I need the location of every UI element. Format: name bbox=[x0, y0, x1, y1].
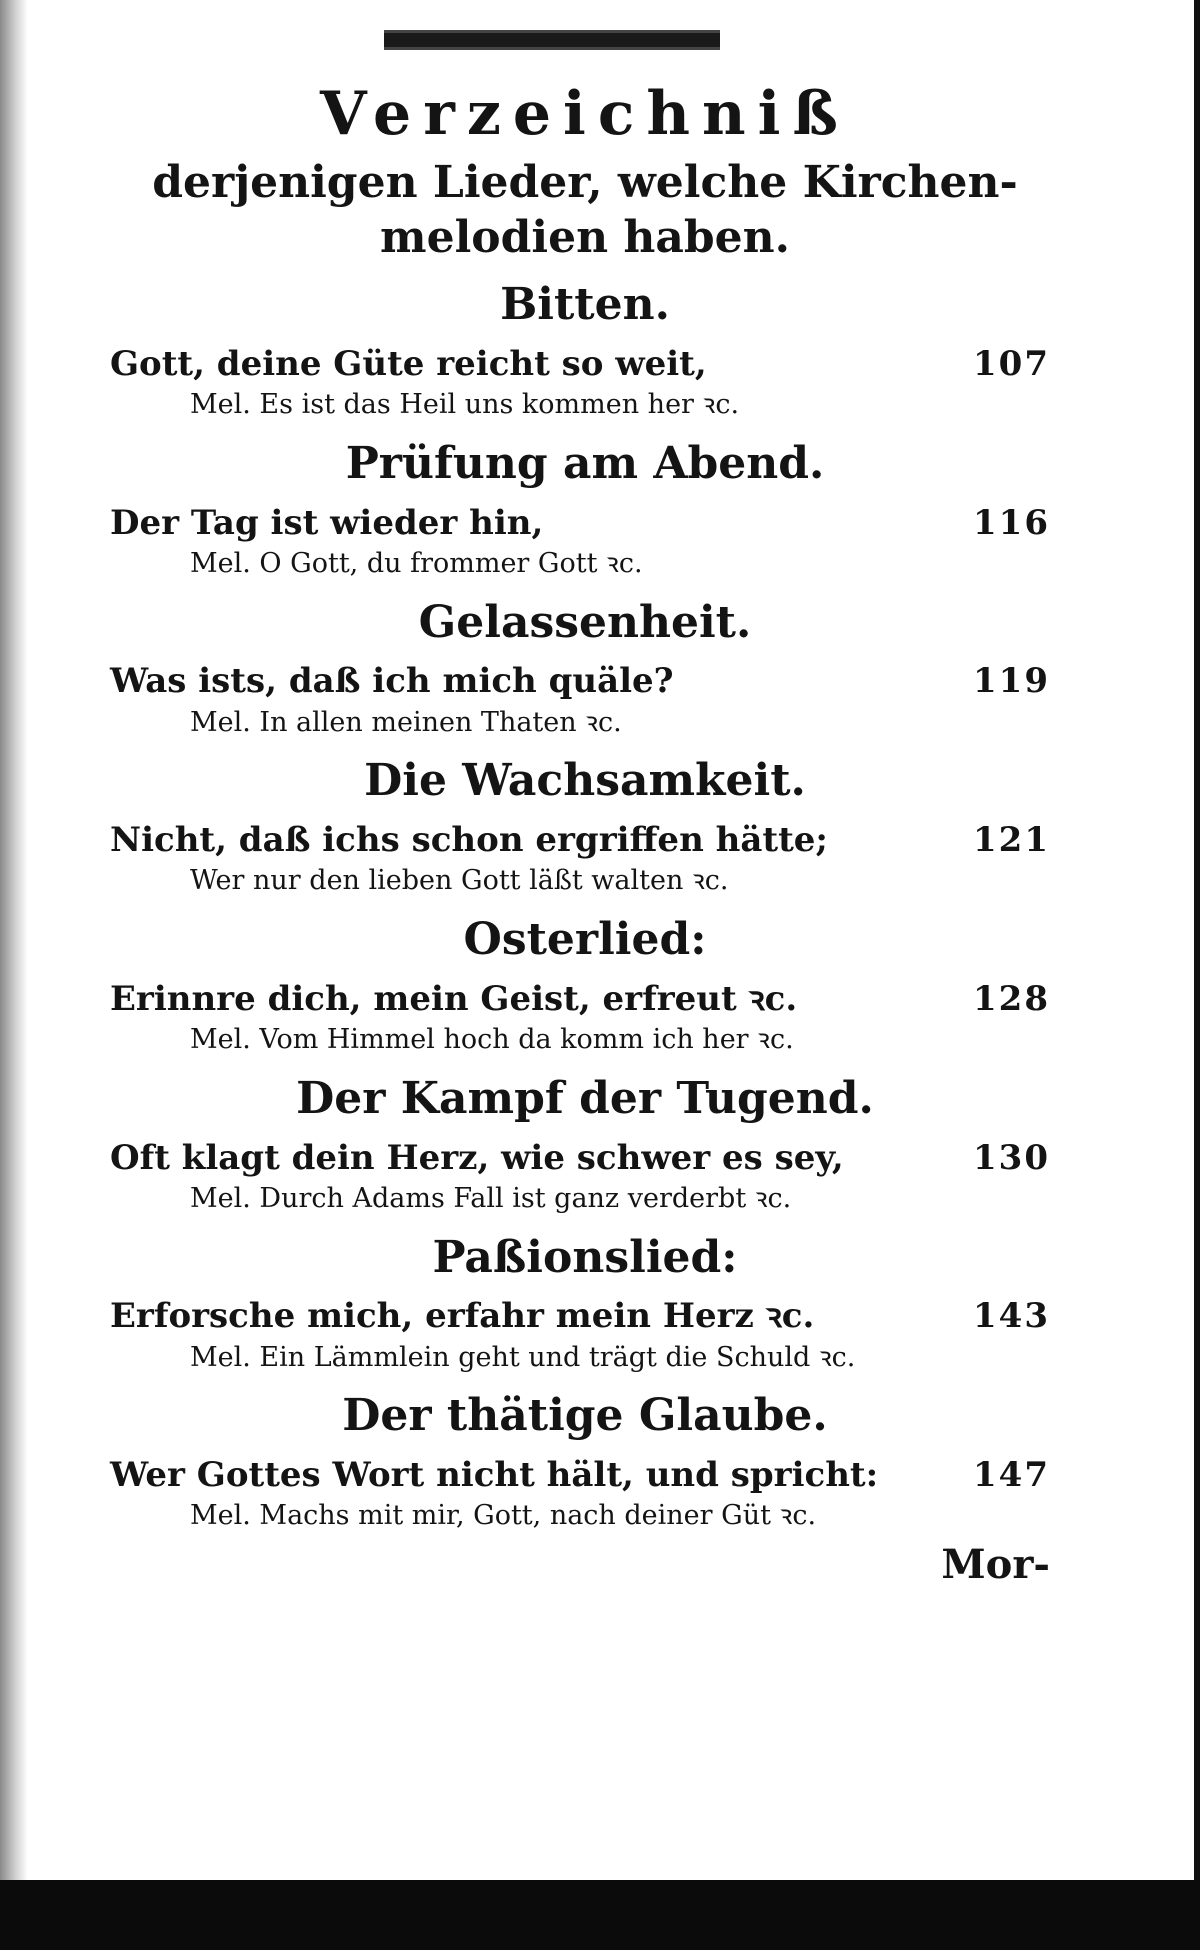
hymn-entry bbox=[110, 818, 1060, 862]
melody-line: Mel. Es ist das Heil uns kommen her ꝛc. bbox=[190, 388, 740, 420]
section-kampf-der-tugend bbox=[110, 1073, 1060, 1218]
melody-line: Mel. O Gott, du frommer Gott ꝛc. bbox=[190, 547, 643, 579]
hymn-entry bbox=[110, 1294, 1060, 1338]
section-heading: Der Kampf der Tugend. bbox=[296, 1072, 874, 1124]
page-number: 130 bbox=[973, 1137, 1050, 1178]
section-gelassenheit bbox=[110, 597, 1060, 742]
hymn-first-line: Oft klagt dein Herz, wie schwer es sey, bbox=[110, 1137, 844, 1178]
section-heading: Bitten. bbox=[500, 279, 670, 330]
hymn-entry bbox=[110, 977, 1060, 1021]
page-number: 147 bbox=[973, 1455, 1050, 1496]
melody-line: Mel. In allen meinen Thaten ꝛc. bbox=[190, 706, 622, 738]
page-right-edge bbox=[1194, 0, 1200, 1950]
melody-line: Wer nur den lieben Gott läßt walten ꝛc. bbox=[190, 865, 729, 897]
hymn-first-line: Was ists, daß ich mich quäle? bbox=[110, 661, 674, 702]
hymn-entry bbox=[110, 501, 1060, 545]
page-title: Verzeichniß bbox=[319, 79, 851, 149]
hymn-first-line: Erinnre dich, mein Geist, erfreut ꝛc. bbox=[110, 978, 798, 1019]
catchword: Mor- bbox=[941, 1541, 1050, 1589]
section-osterlied bbox=[110, 914, 1060, 1059]
hymn-entry bbox=[110, 1136, 1060, 1180]
section-pruefung bbox=[110, 438, 1060, 583]
section-thaetige-glaube bbox=[110, 1390, 1060, 1535]
hymn-entry bbox=[110, 1453, 1060, 1497]
page-subtitle: derjenigen Lieder, welche Kirchen- melodien haben. bbox=[152, 157, 1018, 263]
melody-line: Mel. Durch Adams Fall ist ganz verderbt ꝛc. bbox=[190, 1182, 792, 1214]
hymn-entry bbox=[110, 342, 1060, 386]
page-number: 143 bbox=[973, 1296, 1050, 1337]
section-bitten bbox=[110, 279, 1060, 424]
page-bottom-edge bbox=[0, 1880, 1200, 1950]
hymn-entry bbox=[110, 659, 1060, 703]
section-wachsamkeit bbox=[110, 755, 1060, 900]
hymn-first-line: Wer Gottes Wort nicht hält, und spricht: bbox=[110, 1455, 879, 1496]
section-heading: Die Wachsamkeit. bbox=[364, 755, 806, 807]
page-number: 121 bbox=[973, 820, 1050, 861]
hymn-first-line: Nicht, daß ichs schon ergriffen hätte; bbox=[110, 820, 828, 861]
hymn-first-line: Erforsche mich, erfahr mein Herz ꝛc. bbox=[110, 1296, 815, 1337]
section-heading: Prüfung am Abend. bbox=[345, 437, 825, 489]
melody-line: Mel. Machs mit mir, Gott, nach deiner Güt ꝛc. bbox=[190, 1500, 817, 1532]
page-number: 119 bbox=[973, 661, 1050, 702]
section-heading: Osterlied: bbox=[463, 914, 707, 966]
section-heading: Paßionslied: bbox=[432, 1231, 738, 1283]
hymn-first-line: Der Tag ist wieder hin, bbox=[110, 502, 544, 543]
page-number: 116 bbox=[973, 502, 1050, 543]
section-passionslied bbox=[110, 1232, 1060, 1377]
section-heading: Gelassenheit. bbox=[418, 596, 752, 648]
decorative-rule bbox=[384, 30, 720, 50]
page-number: 107 bbox=[973, 343, 1050, 384]
index-page bbox=[110, 80, 1060, 1588]
page-left-shadow bbox=[0, 0, 28, 1950]
hymn-first-line: Gott, deine Güte reicht so weit, bbox=[110, 343, 707, 384]
section-heading: Der thätige Glaube. bbox=[342, 1390, 828, 1442]
melody-line: Mel. Vom Himmel hoch da komm ich her ꝛc. bbox=[190, 1024, 794, 1056]
melody-line: Mel. Ein Lämmlein geht und trägt die Schuld ꝛc. bbox=[190, 1341, 856, 1373]
page-number: 128 bbox=[973, 978, 1050, 1019]
